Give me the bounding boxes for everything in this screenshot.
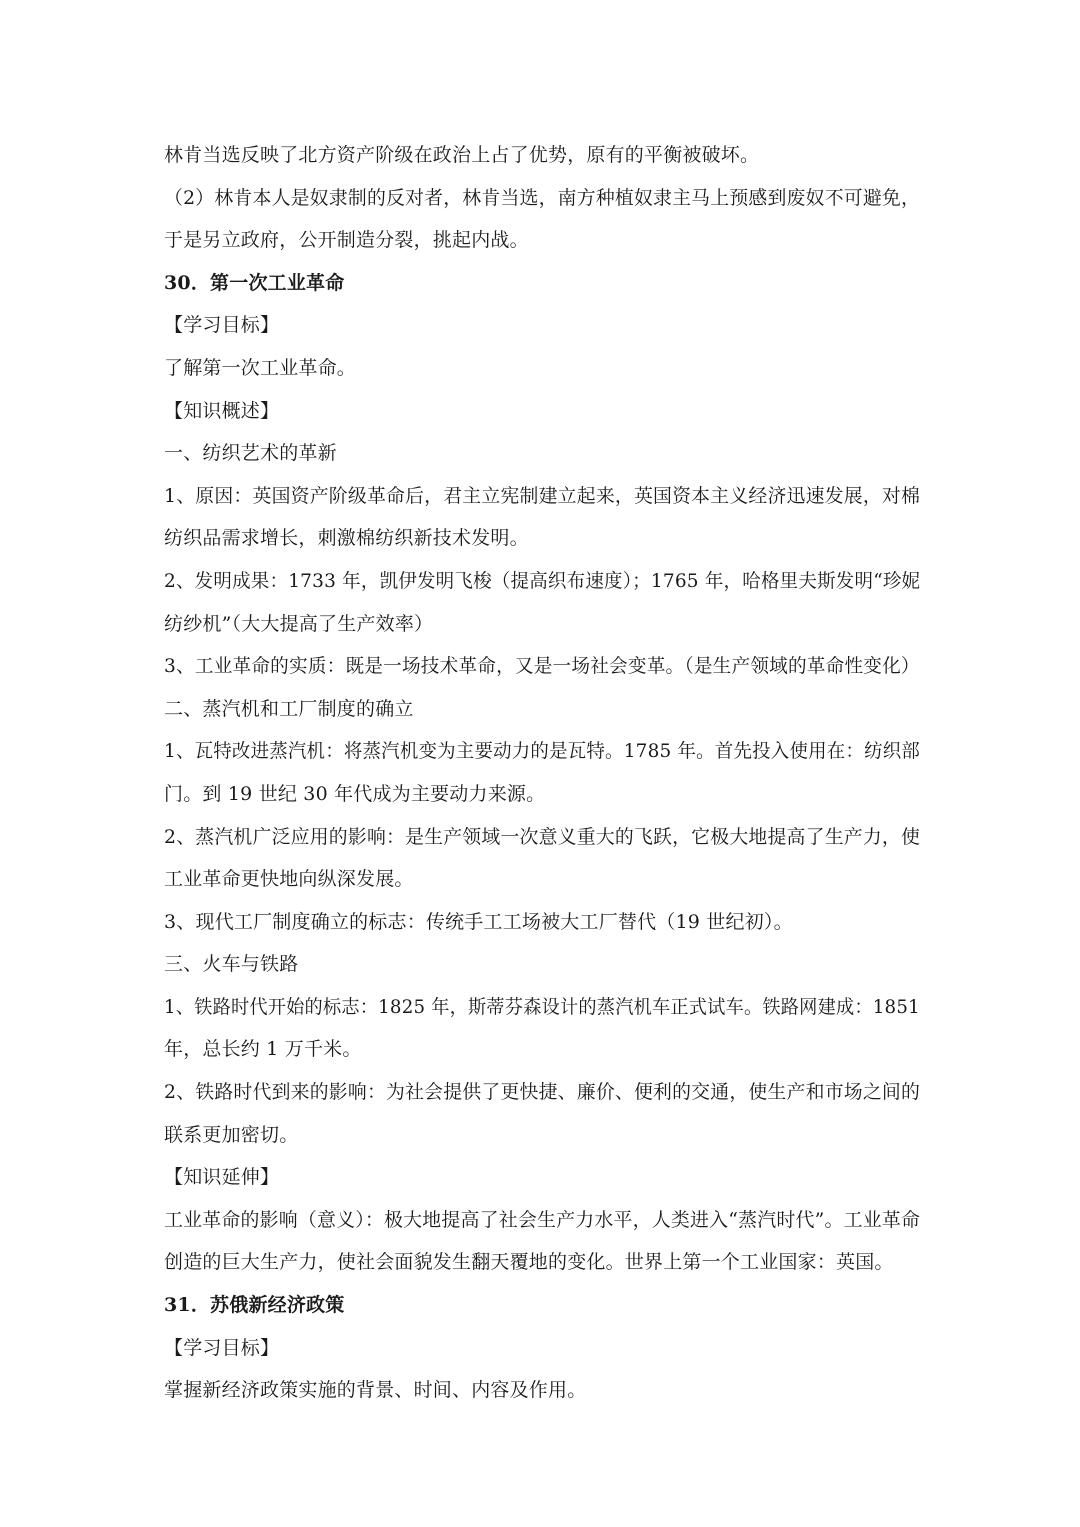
subheading: 【学习目标】 <box>164 1336 280 1359</box>
text-line: 2、铁路时代到来的影响：为社会提供了更快捷、廉价、便利的交通，使生产和市场之间的 <box>164 1081 921 1104</box>
subheading: 【学习目标】 <box>164 314 280 337</box>
text-line: 纺织品需求增长，刺激棉纺织新技术发明。 <box>164 527 529 550</box>
text-line: 3、现代工厂制度确立的标志：传统手工工场被大工厂替代（19 世纪初）。 <box>164 910 793 933</box>
text-line: 2、发明成果：1733 年，凯伊发明飞梭（提高织布速度）；1765 年，哈格里夫斯发明“珍妮 <box>164 569 921 592</box>
text-line: 一、纺织艺术的革新 <box>164 442 337 465</box>
text-line: 2、蒸汽机广泛应用的影响：是生产领域一次意义重大的飞跃，它极大地提高了生产力，使 <box>164 825 921 848</box>
text-line: 门。到 19 世纪 30 年代成为主要动力来源。 <box>164 782 546 805</box>
text-line: 工业革命的影响（意义）：极大地提高了社会生产力水平，人类进入“蒸汽时代”。工业革命 <box>164 1208 921 1231</box>
text-line: 二、蒸汽机和工厂制度的确立 <box>164 697 414 720</box>
text-line: 于是另立政府，公开制造分裂，挑起内战。 <box>164 229 529 252</box>
subheading: 【知识概述】 <box>164 399 280 422</box>
text-line: 3、工业革命的实质：既是一场技术革命，又是一场社会变革。（是生产领域的革命性变化） <box>164 655 920 678</box>
text-line: 1、瓦特改进蒸汽机：将蒸汽机变为主要动力的是瓦特。1785 年。首先投入使用在：纺织部 <box>164 740 921 763</box>
text-line: 掌握新经济政策实施的背景、时间、内容及作用。 <box>164 1379 587 1402</box>
section-heading: 31．苏俄新经济政策 <box>164 1294 345 1317</box>
section-heading: 30．第一次工业革命 <box>164 271 345 294</box>
text-line: 纺纱机”（大大提高了生产效率） <box>164 612 434 635</box>
subheading: 【知识延伸】 <box>164 1166 280 1189</box>
text-line: 工业革命更快地向纵深发展。 <box>164 868 414 891</box>
text-line: 联系更加密切。 <box>164 1123 299 1146</box>
document-page <box>164 134 920 1412</box>
text-line: 1、原因：英国资产阶级革命后，君主立宪制建立起来，英国资本主义经济迅速发展，对棉 <box>164 484 921 507</box>
text-line: 了解第一次工业革命。 <box>164 356 357 379</box>
text-line: 林肯当选反映了北方资产阶级在政治上占了优势，原有的平衡被破坏。 <box>164 144 760 166</box>
text-line: 1、铁路时代开始的标志：1825 年，斯蒂芬森设计的蒸汽机车正式试车。铁路网建成：1851 <box>164 995 920 1018</box>
text-line: 三、火车与铁路 <box>164 953 299 976</box>
text-line: （2）林肯本人是奴隶制的反对者，林肯当选，南方种植奴隶主马上预感到废奴不可避免， <box>164 186 921 209</box>
text-line: 创造的巨大生产力，使社会面貌发生翻天覆地的变化。世界上第一个工业国家：英国。 <box>164 1251 894 1274</box>
text-line: 年，总长约 1 万千米。 <box>164 1038 362 1061</box>
